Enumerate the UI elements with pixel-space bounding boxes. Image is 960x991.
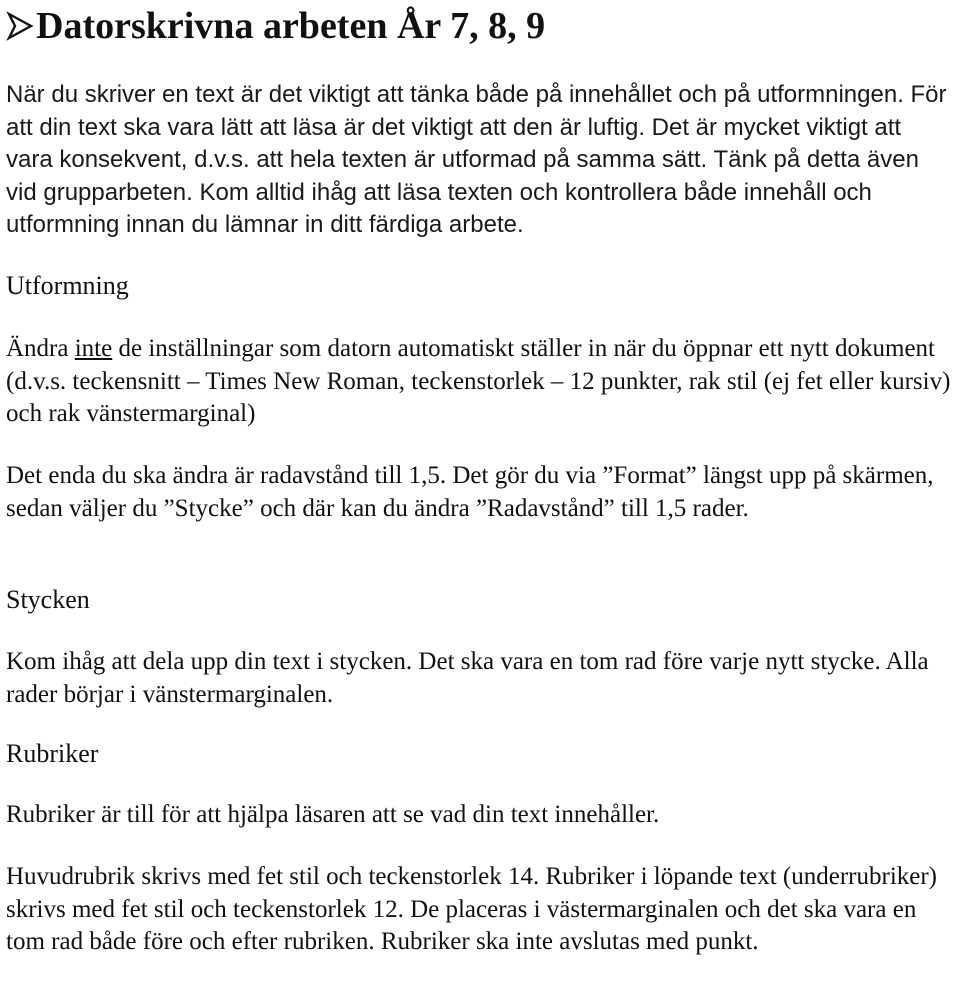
utformning-p1-before: Ändra <box>6 335 75 362</box>
intro-paragraph: När du skriver en text är det viktigt att tänka både på innehållet och på utformningen. För att din text ska vara lätt att läsa är det viktigt att den är luftig. Det är mycket viktigt att vara konsekvent, d.v.s. att hela texten är utformad på samma sätt. Tänk på detta även vid grupparbeten. Kom alltid ihåg att läsa texten och kontrollera både innehåll och utformning innan du lämnar in ditt färdiga arbete. <box>6 81 947 238</box>
utformning-paragraph-2: Det enda du ska ändra är radavstånd till 1,5. Det gör du via ”Format” längst upp på skärmen, sedan väljer du ”Stycke” och där kan du ändra ”Radavstånd” till 1,5 rader. <box>6 462 934 522</box>
rubriker-paragraph-1: Rubriker är till för att hjälpa läsaren att se vad din text innehåller. <box>6 801 660 828</box>
heading-utformning: Utformning <box>6 271 129 300</box>
title-row <box>6 4 545 48</box>
underlined-word: inte <box>74 335 113 362</box>
utformning-p1-after: de inställningar som datorn automatiskt ställer in när du öppnar ett nytt dokument (d.v.s. teckensnitt – Times New Roman, teckenstorlek – 12 punkter, rak stil (ej fet eller kursiv) och rak vänstermarginal) <box>6 335 951 427</box>
utformning-paragraph-1 <box>6 333 954 431</box>
stycken-paragraph-1: Kom ihåg att dela upp din text i stycken. Det ska vara en tom rad före varje nytt stycke. Alla rader börjar i vänstermarginalen. <box>6 648 929 708</box>
document-title: Datorskrivna arbeten År 7, 8, 9 <box>36 5 546 47</box>
heading-stycken: Stycken <box>6 585 90 614</box>
heading-rubriker: Rubriker <box>6 739 99 768</box>
rubriker-paragraph-2: Huvudrubrik skrivs med fet stil och teckenstorlek 14. Rubriker i löpande text (underrubriker) skrivs med fet stil och teckenstorlek 12. De placeras i västermarginalen och det ska vara en tom rad både före och efter rubriken. Rubriker ska inte avslutas med punkt. <box>6 863 938 955</box>
arrowhead-bullet-icon <box>6 6 34 46</box>
